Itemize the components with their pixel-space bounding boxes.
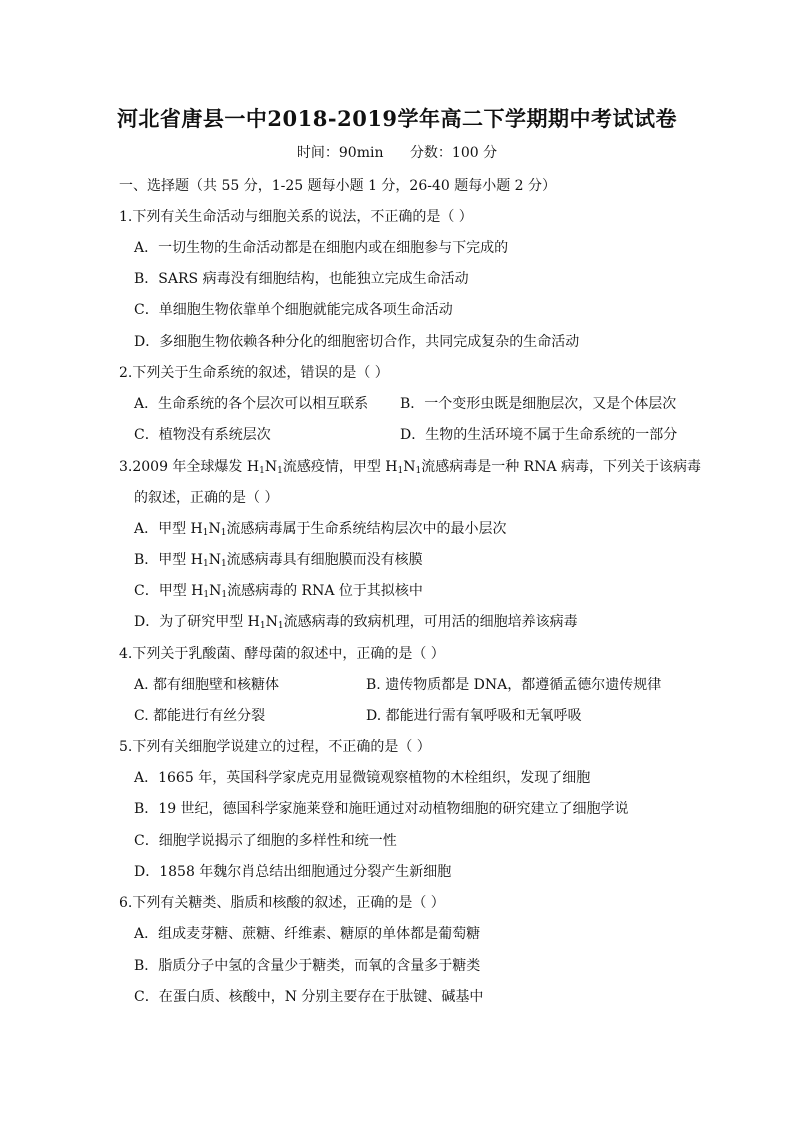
question-2-option-c: C．植物没有系统层次 — [134, 427, 271, 443]
exam-title: 河北省唐县一中2018-2019学年高二下学期期中考试试卷 — [116, 106, 678, 131]
question-1-option-c: C．单细胞生物依靠单个细胞就能完成各项生命活动 — [134, 302, 453, 318]
question-5-stem: 5.下列有关细胞学说建立的过程，不正确的是（ ） — [119, 739, 431, 755]
question-6-option-a: A．组成麦芽糖、蔗糖、纤维素、糖原的单体都是葡萄糖 — [134, 926, 481, 942]
question-2-stem: 2.下列关于生命系统的叙述，错误的是（ ） — [119, 365, 389, 381]
question-1-option-d: D．多细胞生物依赖各种分化的细胞密切合作，共同完成复杂的生命活动 — [134, 334, 580, 350]
question-6-option-b: B．脂质分子中氢的含量少于糖类，而氧的含量多于糖类 — [134, 958, 481, 974]
exam-meta — [0, 143, 794, 163]
question-3-option-b: B．甲型 $H_1N_1$流感病毒具有细胞膜而没有核膜 — [134, 552, 423, 569]
exam-score: 分数：100 分 — [409, 145, 498, 161]
section-heading: 一、选择题（共 55 分，1-25 题每小题 1 分，26-40 题每小题 2 分） — [119, 178, 557, 194]
question-1-stem: 1.下列有关生命活动与细胞关系的说法，不正确的是（ ） — [119, 209, 473, 225]
question-5-option-b: B．19 世纪，德国科学家施莱登和施旺通过对动植物细胞的研究建立了细胞学说 — [134, 801, 629, 817]
question-6-option-c: C．在蛋白质、核酸中，N 分别主要存在于肽键、碱基中 — [134, 989, 484, 1005]
exam-time: 时间：90min — [296, 145, 384, 161]
question-4-option-c: C. 都能进行有丝分裂 — [134, 708, 266, 724]
question-4-option-d: D. 都能进行需有氧呼吸和无氧呼吸 — [366, 708, 582, 724]
question-3-stem-cont: 的叙述，正确的是（ ） — [134, 490, 279, 506]
question-5-option-a: A．1665 年，英国科学家虎克用显微镜观察植物的木栓组织，发现了细胞 — [134, 770, 591, 786]
question-4-stem: 4.下列关于乳酸菌、酵母菌的叙述中，正确的是（ ） — [119, 646, 445, 662]
question-4-option-a: A. 都有细胞壁和核糖体 — [134, 677, 280, 693]
question-3-option-d: D．为了研究甲型 $H_1N_1$流感病毒的致病机理，可用活的细胞培养该病毒 — [134, 614, 578, 631]
question-3-stem: 3.2009 年全球爆发 $H_1N_1$流感疫情，甲型 $H_1N_1$流感病毒是一种 RNA 病毒，下列关于该病毒 — [119, 459, 702, 476]
question-3-option-a: A．甲型 $H_1N_1$流感病毒属于生命系统结构层次中的最小层次 — [134, 521, 507, 538]
question-2-option-d: D．生物的生活环境不属于生命系统的一部分 — [400, 427, 678, 443]
question-6-stem: 6.下列有关糖类、脂质和核酸的叙述，正确的是（ ） — [119, 895, 445, 911]
question-2-option-a: A．生命系统的各个层次可以相互联系 — [134, 396, 369, 412]
question-5-option-d: D．1858 年魏尔肖总结出细胞通过分裂产生新细胞 — [134, 864, 452, 880]
question-3-option-c: C．甲型 $H_1N_1$流感病毒的 RNA 位于其拟核中 — [134, 583, 423, 600]
question-1-option-a: A．一切生物的生命活动都是在细胞内或在细胞参与下完成的 — [134, 240, 509, 256]
question-5-option-c: C．细胞学说揭示了细胞的多样性和统一性 — [134, 833, 397, 849]
question-2-option-b: B．一个变形虫既是细胞层次，又是个体层次 — [400, 396, 677, 412]
question-4-option-b: B. 遗传物质都是 DNA，都遵循孟德尔遗传规律 — [366, 677, 662, 693]
question-1-option-b: B．SARS 病毒没有细胞结构，也能独立完成生命活动 — [134, 271, 469, 287]
